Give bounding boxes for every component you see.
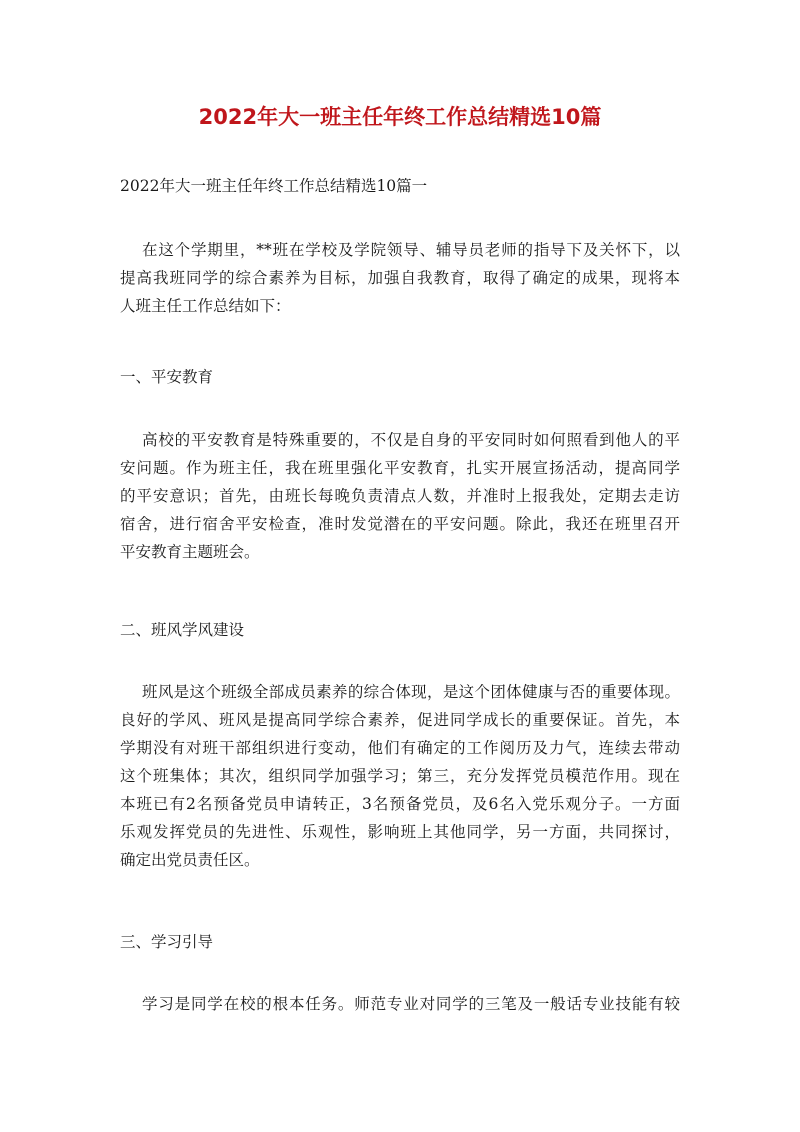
section2-line: 良好的学风、班风是提高同学综合素养，促进同学成长的重要保证。首先，本 [120, 711, 680, 729]
section1-line: 高校的平安教育是特殊重要的，不仅是自身的平安同时如何照看到他人的平 [142, 431, 680, 449]
section1-line: 宿舍，进行宿舍平安检查，准时发觉潜在的平安问题。除此，我还在班里召开 [120, 515, 680, 533]
section1-paragraph [120, 426, 680, 566]
section1-heading: 一、平安教育 [120, 368, 214, 386]
section2-line: 学期没有对班干部组织进行变动，他们有确定的工作阅历及力气，连续去带动 [120, 739, 680, 757]
section1-line: 平安教育主题班会。 [120, 543, 260, 561]
section3-paragraph [120, 990, 680, 1018]
document-subtitle: 2022年大一班主任年终工作总结精选10篇一 [120, 177, 428, 195]
section2-line: 本班已有2名预备党员申请转正，3名预备党员，及6名入党乐观分子。一方面 [120, 795, 680, 813]
section3-line: 学习是同学在校的根本任务。师范专业对同学的三笔及一般话专业技能有较 [142, 995, 680, 1013]
intro-line: 在这个学期里，**班在学校及学院领导、辅导员老师的指导下及关怀下，以 [142, 241, 680, 259]
section2-heading: 二、班风学风建设 [120, 621, 245, 639]
section2-line: 确定出党员责任区。 [120, 851, 260, 869]
section2-line: 乐观发挥党员的先进性、乐观性，影响班上其他同学，另一方面，共同探讨， [120, 823, 680, 841]
section1-line: 安问题。作为班主任，我在班里强化平安教育，扎实开展宣扬活动，提高同学 [120, 459, 680, 477]
section1-line: 的平安意识；首先，由班长每晚负责清点人数，并准时上报我处，定期去走访 [120, 487, 680, 505]
intro-line: 提高我班同学的综合素养为目标，加强自我教育，取得了确定的成果，现将本 [120, 269, 680, 287]
section2-line: 这个班集体；其次，组织同学加强学习；第三，充分发挥党员模范作用。现在 [120, 767, 680, 785]
section2-line: 班风是这个班级全部成员素养的综合体现，是这个团体健康与否的重要体现。 [142, 683, 680, 701]
document-title: 2022年大一班主任年终工作总结精选10篇 [198, 105, 602, 129]
intro-line: 人班主任工作总结如下： [120, 297, 291, 315]
section3-heading: 三、学习引导 [120, 933, 214, 951]
intro-paragraph [120, 236, 680, 320]
section2-paragraph [120, 678, 680, 874]
